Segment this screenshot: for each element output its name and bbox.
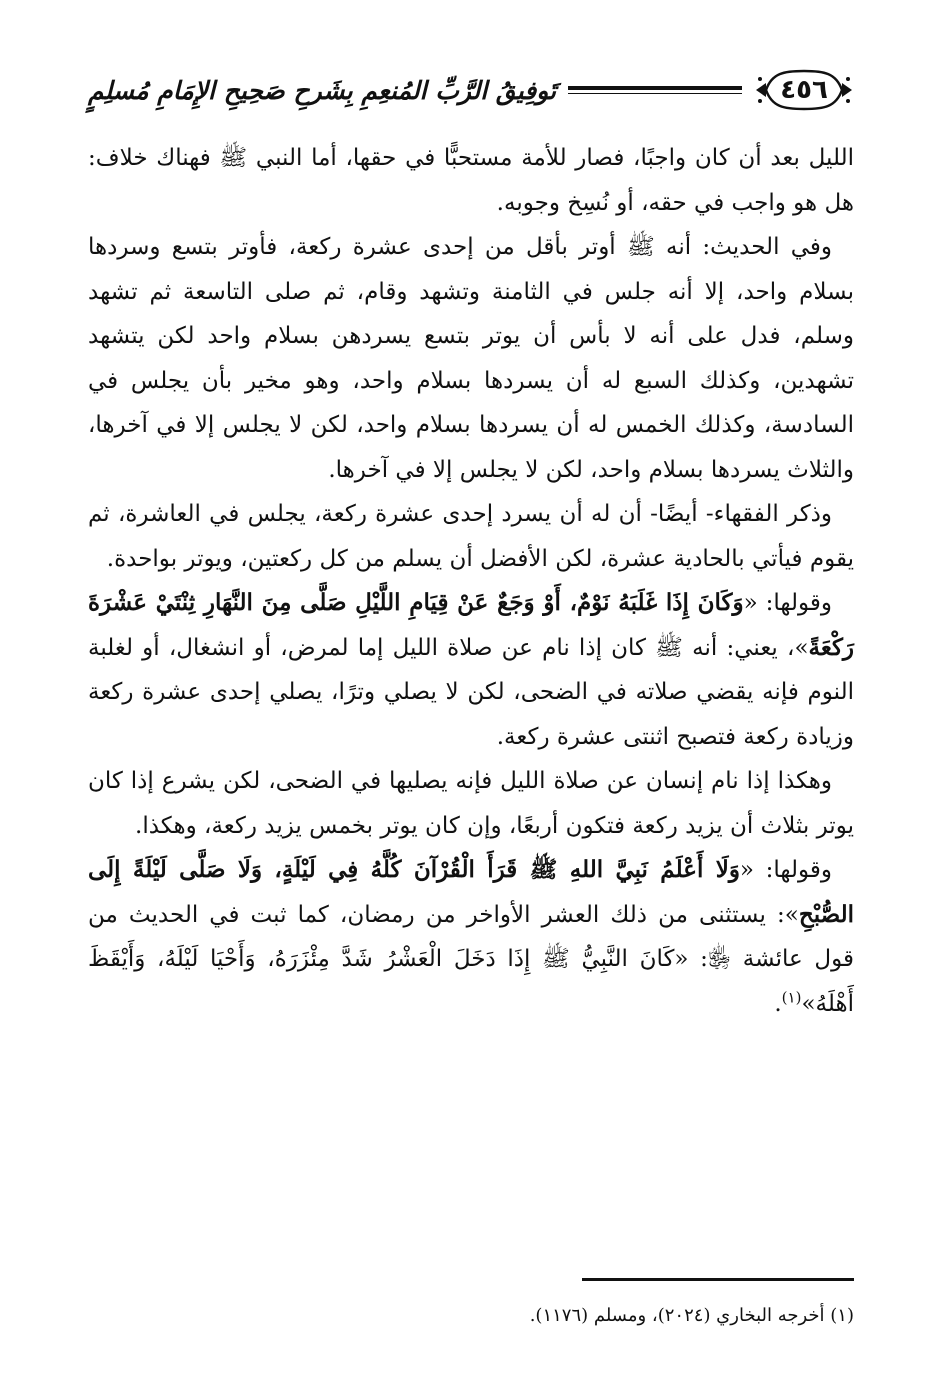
paragraph — [88, 581, 854, 759]
footnote-item: (١) أخرجه البخاري (٢٠٢٤)، ومسلم (١١٧٦). — [529, 1305, 854, 1326]
text-run: »: يستثنى من ذلك العشر الأواخر من رمضان، كما ثبت في الحديث من قول عائشة ﵂: «كَانَ النَّبِيُّ ﷺ إِذَا دَخَلَ الْعَشْرُ شَدَّ مِئْزَرَهُ، وَأَحْيَا لَيْلَهُ، وَأَيْقَظَ أَهْلَهُ» — [88, 901, 854, 1017]
footnote-separator — [582, 1278, 854, 1281]
hadith-quote: وَلَا أَعْلَمُ نَبِيَّ اللهِ ﷺ قَرَأَ الْقُرْآنَ كُلَّهُ فِي لَيْلَةٍ، وَلَا صَلَّى لَيْلَةً إِلَى الصُّبْحِ — [88, 856, 854, 928]
text-run: . — [774, 990, 782, 1017]
paragraph — [88, 225, 854, 492]
header-rule — [568, 84, 742, 96]
text-run: »، يعني: أنه ﷺ كان إذا نام عن صلاة الليل إما لمرض، أو انشغال، أو لغلبة النوم فإنه يقضي صلاته في الضحى، لكن لا يصلي وترًا، يصلي إحدى عشرة ركعة وزيادة ركعة فتصبح اثنتى عشرة ركعة. — [88, 634, 854, 750]
footnotes — [88, 1302, 854, 1330]
paragraph — [88, 136, 854, 225]
text-run: وذكر الفقهاء- أيضًا- أن له أن يسرد إحدى عشرة ركعة، يجلس في العاشرة، ثم يقوم فيأتي بالحادية عشرة، لكن الأفضل أن يسلم من كل ركعتين، ويوتر بواحدة. — [88, 501, 854, 572]
book-title: تَوفِيقُ الرَّبِّ المُنعِمِ بِشَرحِ صَحِيحِ الإِمَامِ مُسلِمٍ — [88, 75, 557, 105]
footnote-ref: (١) — [781, 987, 802, 1006]
paragraph — [88, 759, 854, 848]
main-text — [88, 136, 854, 1026]
text-run: وفي الحديث: أنه ﷺ أوتر بأقل من إحدى عشرة ركعة، فأوتر بتسع وسردها بسلام واحد، إلا أنه جلس في الثامنة وتشهد وقام، ثم صلى التاسعة ثم تشهد وسلم، فدل على أنه لا بأس أن يوتر بتسع يسردهن بسلام واحد لكن يتشهد تشهدين، وكذلك السبع له أن يسردها بسلام واحد، وهو مخير بأن يجلس في السادسة، وكذلك الخمس له أن يسردها بسلام واحد، لكن لا يجلس إلا في آخرها، والثلاث يسردها بسلام واحد، لكن لا يجلس إلا في آخرها. — [88, 234, 854, 483]
text-run: وقولها: « — [739, 857, 832, 883]
page-number-badge — [754, 65, 854, 115]
text-run: وهكذا إذا نام إنسان عن صلاة الليل فإنه يصليها في الضحى، لكن يشرع إذا كان يوتر بثلاث أن يزيد ركعة فتكون أربعًا، وإن كان يوتر بخمس يزيد ركعة، وهكذا. — [88, 768, 854, 839]
page-header — [88, 58, 854, 122]
paragraph — [88, 848, 854, 1026]
hadith-quote: وَكَانَ إِذَا غَلَبَهُ نَوْمٌ، أَوْ وَجَعٌ عَنْ قِيَامِ اللَّيْلِ صَلَّى مِنَ النَّهَارِ ثِنْتَيْ عَشْرَةَ رَكْعَةً — [88, 589, 854, 661]
paragraph — [88, 492, 854, 581]
page-number: ٤٥٦ — [780, 75, 828, 105]
text-run: وقولها: « — [743, 590, 832, 616]
text-run: الليل بعد أن كان واجبًا، فصار للأمة مستحبًّا في حقها، أما النبي ﷺ فهناك خلاف: هل هو واجب في حقه، أو نُسِخ وجوبه. — [88, 145, 854, 216]
